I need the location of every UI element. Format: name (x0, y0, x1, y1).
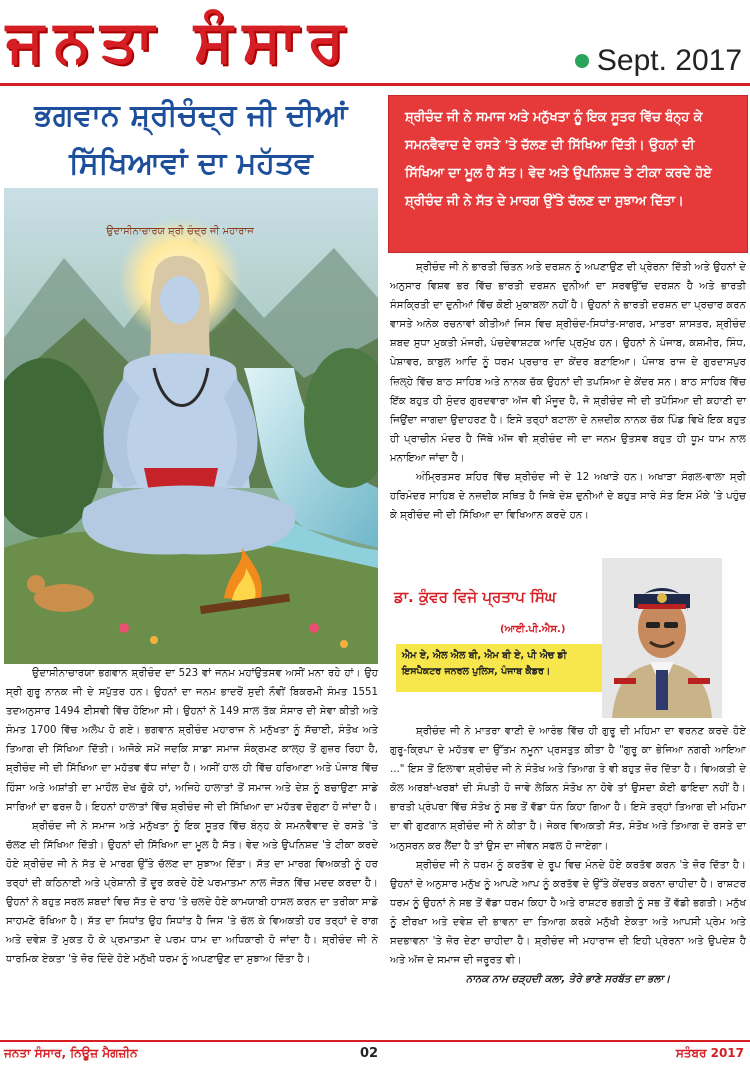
article-title-line2: ਸਿੱਖਿਆਵਾਂ ਦਾ ਮਹੱਤਵ (69, 146, 313, 181)
bullet-dot-icon (575, 54, 589, 68)
footer-publication: ਜਨਤਾ ਸੰਸਾਰ, ਨਿਊਜ਼ ਮੈਗਜ਼ੀਨ (4, 1046, 138, 1060)
article-paragraph: ਉਦਾਸੀਨਾਚਾਰਯਾ ਭਗਵਾਨ ਸ਼੍ਰੀਚੰਦ ਦਾ 523 ਵਾਂ ਜਨਮ ਮਹਾਂਉਤਸਵ ਅਸੀਂ ਮਨਾ ਰਹੇ ਹਾਂ। ਉਹ ਸ੍ਰੀ ਗੁਰੂ ਨਾਨਕ ਜੀ ਦੇ ਸਪੁੱਤਰ ਹਨ। ਉਹਨਾਂ ਦਾ ਜਨਮ ਭਾਦਰੋਂ ਸੁਦੀ ਨੌਵੀਂ ਬਿਕਰਮੀ ਸੰਮਤ 1551 ਤਦਅਨੁਸਾਰ 1494 ਈਸਵੀ ਵਿੱਚ ਹੋਇਆ ਸੀ। ਉਹਨਾਂ ਨੇ 149 ਸਾਲ ਤੱਕ ਸੰਸਾਰ ਦੀ ਸੇਵਾ ਕੀਤੀ ਅਤੇ ਸੰਮਤ 1700 ਵਿੱਚ ਅਲੋਪ ਹੋ ਗਏ। ਭਗਵਾਨ ਸ਼੍ਰੀਚੰਦ ਮਹਾਰਾਜ ਨੇ ਮਨੁੱਖਤਾ ਨੂੰ ਸੱਚਾਈ, ਸੰਤੋਖ ਅਤੇ ਤਿਆਗ ਦੀ ਸਿੱਖਿਆ ਦਿੱਤੀ। ਅਜੋਕੇ ਸਮੇਂ ਜਦਕਿ ਸਾਡਾ ਸਮਾਜ ਸੰਕ੍ਰਮਣ ਕਾਲ੍ਹ ਤੋਂ ਗੁਜ਼ਰ ਰਿਹਾ ਹੈ, ਸ਼੍ਰੀਚੰਦ ਜੀ ਦੀ ਸਿੱਖਿਆ ਦਾ ਮਹੱਤਵ ਵੱਧ ਜਾਂਦਾ ਹੈ। ਅਸੀਂ ਹਾਲ ਹੀ ਵਿੱਚ ਹਰਿਆਣਾ ਅਤੇ ਪੰਜਾਬ ਵਿੱਚ ਹਿੰਸਾ ਅਤੇ ਅਸ਼ਾਂਤੀ ਦਾ ਮਾਹੌਲ ਦੇਖ ਚੁੱਕੇ ਹਾਂ, ਅਜਿਹੇ ਹਾਲਾਤਾਂ ਤੋਂ ਸਮਾਜ ਅਤੇ ਦੇਸ਼ ਨੂੰ ਬਚਾਉਣਾ ਸਾਡੇ ਸਾਰਿਆਂ ਦਾ ਫਰਜ਼ ਹੈ। ਇਹਨਾਂ ਹਾਲਾਤਾਂ ਵਿੱਚ ਸ਼੍ਰੀਚੰਦ ਜੀ ਦੀ ਸਿੱਖਿਆ ਦਾ ਮਹੱਤਵ ਦੋਗੁਣਾ ਹੋ ਜਾਂਦਾ ਹੈ। (6, 668, 378, 813)
article-paragraph: ਅੰਮ੍ਰਿਤਸਰ ਸ਼ਹਿਰ ਵਿੱਚ ਸ਼੍ਰੀਚੰਦ ਜੀ ਦੇ 12 ਅਖਾੜੇ ਹਨ। ਅਖਾੜਾ ਸੰਗਲ-ਵਾਲਾ ਸ੍ਰੀ ਹਰਿਮੰਦਰ ਸਾਹਿਬ ਦੇ ਨਜ਼ਦੀਕ ਸਥਿਤ ਹੈ ਜਿਥੇ ਦੇਸ਼ ਦੁਨੀਆਂ ਦੇ ਬਹੁਤ ਸਾਰੇ ਸੰਤ ਇਸ ਮੌਕੇ 'ਤੇ ਪਹੁੰਚ ਕੇ ਸ਼੍ਰੀਚੰਦ ਜੀ ਦੀ ਸਿੱਖਿਆ ਦਾ ਵਿਖਿਆਨ ਕਰਦੇ ਹਨ। (390, 472, 746, 522)
page-footer (0, 1040, 750, 1066)
saint-portrait-illustration (4, 188, 378, 664)
page-number: 02 (360, 1046, 379, 1061)
article-paragraph: ਸ਼੍ਰੀਚੰਦ ਜੀ ਨੇ ਮਾਤਰਾ ਵਾਣੀ ਦੇ ਆਰੰਭ ਵਿੱਚ ਹੀ ਗੁਰੂ ਦੀ ਮਹਿਮਾ ਦਾ ਵਰਨਣ ਕਰਦੇ ਹੋਏ ਗੁਰੂ-ਕ੍ਰਿਪਾ ਦੇ ਮਹੱਤਵ ਦਾ ਉੱਤਮ ਨਮੂਨਾ ਪ੍ਰਸਤੁਤ ਕੀਤਾ ਹੈ "ਗੁਰੂ ਕਾ ਭੇਜਿਆ ਨਗਰੀ ਆਇਆ ..." ਇਸ ਤੋਂ ਇਲਾਵਾ ਸ਼੍ਰੀਚੰਦ ਜੀ ਨੇ ਸੰਤੋਖ ਅਤੇ ਤਿਆਗ ਤੇ ਵੀ ਬਹੁਤ ਜ਼ੋਰ ਦਿੱਤਾ ਹੈ। ਵਿਅਕਤੀ ਦੇ ਕੋਲ ਅਰਬਾਂ-ਖਰਬਾਂ ਦੀ ਸੰਪਤੀ ਹੋ ਜਾਵੇ ਲੇਕਿਨ ਸੰਤੋਖ ਨਾ ਹੋਵੇ ਤਾਂ ਉਸਦਾ ਕੋਈ ਫਾਇਦਾ ਨਹੀਂ ਹੈ। ਭਾਰਤੀ ਪ੍ਰੰਪਰਾ ਵਿੱਚ ਸੰਤੋਖ ਨੂੰ ਸਭ ਤੋਂ ਵੱਡਾ ਧੰਨ ਕਿਹਾ ਗਿਆ ਹੈ। ਇਸੇ ਤਰ੍ਹਾਂ ਤਿਆਗ ਦੀ ਮਹਿਮਾ ਦਾ ਵੀ ਗੁਣਗਾਨ ਸ਼੍ਰੀਚੰਦ ਜੀ ਨੇ ਕੀਤਾ ਹੈ। ਜੇਕਰ ਵਿਅਕਤੀ ਸੱਤ, ਸੰਤੋਖ ਅਤੇ ਤਿਆਗ ਦੇ ਰਸਤੇ ਦਾ ਅਨੁਸਰਨ ਕਰ ਲੈਂਦਾ ਹੈ ਤਾਂ ਉਸ ਦਾ ਜੀਵਨ ਸਫਲ ਹੋ ਜਾਏਗਾ। (390, 726, 746, 852)
image-caption: ਉਦਾਸੀਨਾਚਾਰਯ ਸ਼੍ਰੀ ਚੰਦ੍ਰ ਜੀ ਮਹਾਰਾਜ (106, 226, 254, 237)
saint-portrait-image (4, 188, 378, 664)
author-service: (ਆਈ.ਪੀ.ਐਸ.) (500, 624, 566, 635)
article-paragraph: ਸ਼੍ਰੀਚੰਦ ਜੀ ਨੇ ਸਮਾਜ ਅਤੇ ਮਨੁੱਖਤਾ ਨੂੰ ਇਕ ਸੂਤਰ ਵਿੱਚ ਬੰਨ੍ਹ ਕੇ ਸਮਨਵੈਵਾਦ ਦੇ ਰਸਤੇ 'ਤੇ ਚੱਲਣ ਦੀ ਸਿੱਖਿਆ ਦਿੱਤੀ। ਉਹਨਾਂ ਦੀ ਸਿੱਖਿਆ ਦਾ ਮੂਲ ਹੈ ਸੱਤ। ਵੇਦ ਅਤੇ ਉਪਨਿਸ਼ਦ 'ਤੇ ਟੀਕਾ ਕਰਦੇ ਹੋਏ ਸ਼੍ਰੀਚੰਦ ਜੀ ਨੇ ਸੱਤ ਦੇ ਮਾਰਗ ਉੱਤੇ ਚੱਲਣ ਦਾ ਸੁਝਾਅ ਦਿੱਤਾ। ਸੱਤ ਦਾ ਮਾਰਗ ਵਿਅਕਤੀ ਨੂੰ ਹਰ ਤਰ੍ਹਾਂ ਦੀ ਕਠਿਨਾਈ ਅਤੇ ਪ੍ਰੇਸ਼ਾਨੀ ਤੋਂ ਦੂਰ ਕਰਦੇ ਹੋਏ ਪਰਮਾਤਮਾ ਨਾਲ ਜੋੜਨ ਵਿੱਚ ਮਦਦ ਕਰਦਾ ਹੈ। ਉਹਨਾਂ ਨੇ ਬਹੁਤ ਸਰਲ ਸ਼ਬਦਾਂ ਵਿਚ ਸੱਤ ਦੇ ਰਾਹ 'ਤੇ ਚਲਦੇ ਹੋਏ ਕਾਮਯਾਬੀ ਹਾਸਲ ਕਰਨ ਦਾ ਤਰੀਕਾ ਸਾਡੇ ਸਾਹਮਣੇ ਰੱਖਿਆ ਹੈ। ਸੱਤ ਦਾ ਸਿਧਾਂਤ ਉਹ ਸਿਧਾਂਤ ਹੈ ਜਿਸ 'ਤੇ ਚੱਲ ਕੇ ਵਿਅਕਤੀ ਹਰ ਤਰ੍ਹਾਂ ਦੇ ਰਾਗ ਅਤੇ ਦਵੇਸ਼ ਤੋਂ ਮੁਕਤ ਹੋ ਕੇ ਪ੍ਰਮਾਤਮਾ ਦੇ ਪਰਮ ਧਾਮ ਦਾ ਅਧਿਕਾਰੀ ਹੋ ਜਾਂਦਾ ਹੈ। ਸ਼੍ਰੀਚੰਦ ਜੀ ਨੇ ਧਾਰਮਿਕ ਏਕਤਾ 'ਤੇ ਜ਼ੋਰ ਦਿੰਦੇ ਹੋਏ ਮਨੁੱਖੀ ਧਰਮ ਨੂੰ ਅਪਣਾਉਣ ਦਾ ਸੁਝਾਅ ਦਿੱਤਾ ਹੈ। (6, 820, 378, 966)
author-degrees: ਐਮ ਏ, ਐਲ ਐਲ ਬੀ, ਐਮ ਬੀ ਏ, ਪੀ ਐਚ ਡੀ (402, 650, 567, 661)
article-paragraph: ਸ਼੍ਰੀਚੰਦ ਜੀ ਨੇ ਭਾਰਤੀ ਚਿੰਤਨ ਅਤੇ ਦਰਸ਼ਨ ਨੂੰ ਅਪਣਾਉਣ ਦੀ ਪ੍ਰੇਰਨਾ ਦਿੱਤੀ ਅਤੇ ਉਹਨਾਂ ਦੇ ਅਨੁਸਾਰ ਵਿਸ਼ਵ ਭਰ ਵਿੱਚ ਭਾਰਤੀ ਦਰਸ਼ਨ ਦੁਨੀਆਂ ਦਾ ਸਰਵਉੱਚ ਦਰਸ਼ਨ ਹੈ ਅਤੇ ਭਾਰਤੀ ਸੰਸਕ੍ਰਿਤੀ ਦਾ ਦੁਨੀਆਂ ਵਿੱਚ ਕੋਈ ਮੁਕਾਬਲਾ ਨਹੀਂ ਹੈ। ਉਹਨਾਂ ਨੇ ਭਾਰਤੀ ਦਰਸ਼ਨ ਦਾ ਪ੍ਰਚਾਰ ਕਰਨ ਵਾਸਤੇ ਅਨੇਕ ਰਚਨਾਵਾਂ ਕੀਤੀਆਂ ਜਿਸ ਵਿਚ ਸ਼੍ਰੀਚੰਦ-ਸਿਧਾਂਤ-ਸਾਗਰ, ਮਾਤਰਾ ਸ਼ਾਸਤਰ, ਸ਼੍ਰੀਚੰਦ ਸ਼ਬਦ ਸੁਧਾ ਮੁਕਤੀ ਮੰਜਰੀ, ਪੰਚਦੇਵਾਸ਼ਟਕ ਆਦਿ ਪ੍ਰਮੁੱਖ ਹਨ। ਉਹਨਾਂ ਨੇ ਪੰਜਾਬ, ਕਸ਼ਮੀਰ, ਸਿੰਧ, ਪੇਸ਼ਾਵਰ, ਕਾਬੁਲ ਆਦਿ ਨੂੰ ਧਰਮ ਪ੍ਰਚਾਰ ਦਾ ਕੇਂਦਰ ਬਣਾਇਆ। ਪੰਜਾਬ ਰਾਜ ਦੇ ਗੁਰਦਾਸਪੁਰ ਜ਼ਿਲ੍ਹੇ ਵਿੱਚ ਬਾਠ ਸਾਹਿਬ ਅਤੇ ਨਾਨਕ ਚੱਕ ਉਹਨਾਂ ਦੀ ਤਪਸਿਆ ਦੇ ਕੇਂਦਰ ਸਨ। ਬਾਠ ਸਾਹਿਬ ਵਿੱਚ ਇੱਕ ਬਹੁਤ ਹੀ ਸੁੰਦਰ ਗੁਰਦਵਾਰਾ ਅੱਜ ਵੀ ਮੌਜੂਦ ਹੈ, ਜੋ ਸ਼੍ਰੀਚੰਦ ਜੀ ਦੀ ਤਪੱਸਿਆ ਦੀ ਕਹਾਣੀ ਦਾ ਜਿਉਂਦਾ ਜਾਗਦਾ ਉਦਾਹਰਣ ਹੈ। ਇਸੇ ਤਰ੍ਹਾਂ ਬਟਾਲਾ ਦੇ ਨਜ਼ਦੀਕ ਨਾਨਕ ਚੱਕ ਪਿੰਡ ਵਿਖੇ ਇਕ ਬਹੁਤ ਹੀ ਪ੍ਰਾਚੀਨ ਮੰਦਰ ਹੈ ਜਿੱਥੇ ਅੱਜ ਵੀ ਸ਼੍ਰੀਚੰਦ ਜੀ ਦਾ ਜਨਮ ਉਤਸਵ ਬਹੁਤ ਹੀ ਧੂਮ ਧਾਮ ਨਾਲ ਮਨਾਇਆ ਜਾਂਦਾ ਹੈ। (390, 262, 746, 464)
issue-date-text: Sept. 2017 (596, 44, 742, 77)
author-designation: ਇਸਪੈਕਟਰ ਜਨਰਲ ਪੁਲਿਸ, ਪੰਜਾਬ ਕੈਡਰ। (402, 666, 551, 677)
closing-line: ਨਾਨਕ ਨਾਮ ਚੜ੍ਹਦੀ ਕਲਾ, ਤੇਰੇ ਭਾਣੇ ਸਰਬੱਤ ਦਾ ਭਲਾ। (465, 974, 671, 986)
article-paragraph: ਸ਼੍ਰੀਚੰਦ ਜੀ ਨੇ ਧਰਮ ਨੂੰ ਕਰਤੱਵ ਦੇ ਰੂਪ ਵਿਚ ਮੰਨਦੇ ਹੋਏ ਕਰਤੱਵ ਕਰਨ 'ਤੇ ਜ਼ੋਰ ਦਿੱਤਾ ਹੈ। ਉਹਨਾਂ ਦੇ ਅਨੁਸਾਰ ਮਨੁੱਖ ਨੂੰ ਆਪਣੇ ਆਪ ਨੂੰ ਕਰਤੱਵ ਦੇ ਉੱਤੇ ਕੇਂਦਰਤ ਕਰਨਾ ਚਾਹੀਦਾ ਹੈ। ਰਾਸ਼ਟਰ ਧਰਮ ਨੂੰ ਉਹਨਾਂ ਨੇ ਸਭ ਤੋਂ ਵੱਡਾ ਧਰਮ ਕਿਹਾ ਹੈ ਅਤੇ ਰਾਸ਼ਟਰ ਭਗਤੀ ਨੂੰ ਸਭ ਤੋਂ ਵੱਡੀ ਭਗਤੀ। ਮਨੁੱਖ ਨੂੰ ਈਰਖਾ ਅਤੇ ਦਵੇਸ਼ ਦੀ ਭਾਵਨਾ ਦਾ ਤਿਆਗ ਕਰਕੇ ਮਨੁੱਖੀ ਏਕਤਾ ਅਤੇ ਆਪਸੀ ਪ੍ਰੇਮ ਅਤੇ ਸਦਭਾਵਨਾ 'ਤੇ ਜ਼ੋਰ ਦੇਣਾ ਚਾਹੀਦਾ ਹੈ। ਸ਼੍ਰੀਚੰਦ ਜੀ ਮਹਾਰਾਜ ਦੀ ਇਹੀ ਪ੍ਰੇਰਨਾ ਅਤੇ ਉਪਦੇਸ਼ ਹੈ ਅਤੇ ਅੱਜ ਦੇ ਸਮਾਜ ਦੀ ਜਰੂਰਤ ਵੀ। (390, 859, 746, 967)
right-column-bottom (390, 722, 746, 989)
masthead (0, 0, 750, 86)
article-title (10, 92, 372, 188)
author-box (390, 558, 746, 718)
left-column-bottom (6, 664, 378, 970)
masthead-rule (0, 83, 750, 86)
issue-date (575, 44, 742, 78)
article-title-line1: ਭਗਵਾਨ ਸ਼੍ਰੀਚੰਦ੍ਰ ਜੀ ਦੀਆਂ (34, 98, 348, 133)
right-column-top (390, 258, 746, 525)
pull-quote: ਸ਼੍ਰੀਚੰਦ ਜੀ ਨੇ ਸਮਾਜ ਅਤੇ ਮਨੁੱਖਤਾ ਨੂੰ ਇਕ ਸੂਤਰ ਵਿੱਚ ਬੰਨ੍ਹ ਕੇ ਸਮਨਵੈਵਾਦ ਦੇ ਰਸਤੇ 'ਤੇ ਚੱਲਣ ਦੀ ਸਿੱਖਿਆ ਦਿੱਤੀ। ਉਹਨਾਂ ਦੀ ਸਿੱਖਿਆ ਦਾ ਮੂਲ ਹੈ ਸੱਤ। ਵੇਦ ਅਤੇ ਉਪਨਿਸ਼ਦ ਤੇ ਟੀਕਾ ਕਰਦੇ ਹੋਏ ਸ਼੍ਰੀਚੰਦ ਜੀ ਨੇ ਸੱਤ ਦੇ ਮਾਰਗ ਉੱਤੇ ਚੱਲਣ ਦਾ ਸੁਝਾਅ ਦਿੱਤਾ। (389, 96, 747, 252)
author-credentials (396, 644, 608, 692)
masthead-brand: ਜਨਤਾ ਸੰਸਾਰ (6, 7, 354, 75)
author-name: ਡਾ. ਕੁੰਵਰ ਵਿਜੇ ਪ੍ਰਤਾਪ ਸਿੰਘ (394, 588, 557, 606)
author-photo-illustration (602, 558, 722, 718)
author-photo (602, 558, 722, 718)
footer-date: ਸਤੰਬਰ 2017 (675, 1046, 744, 1060)
